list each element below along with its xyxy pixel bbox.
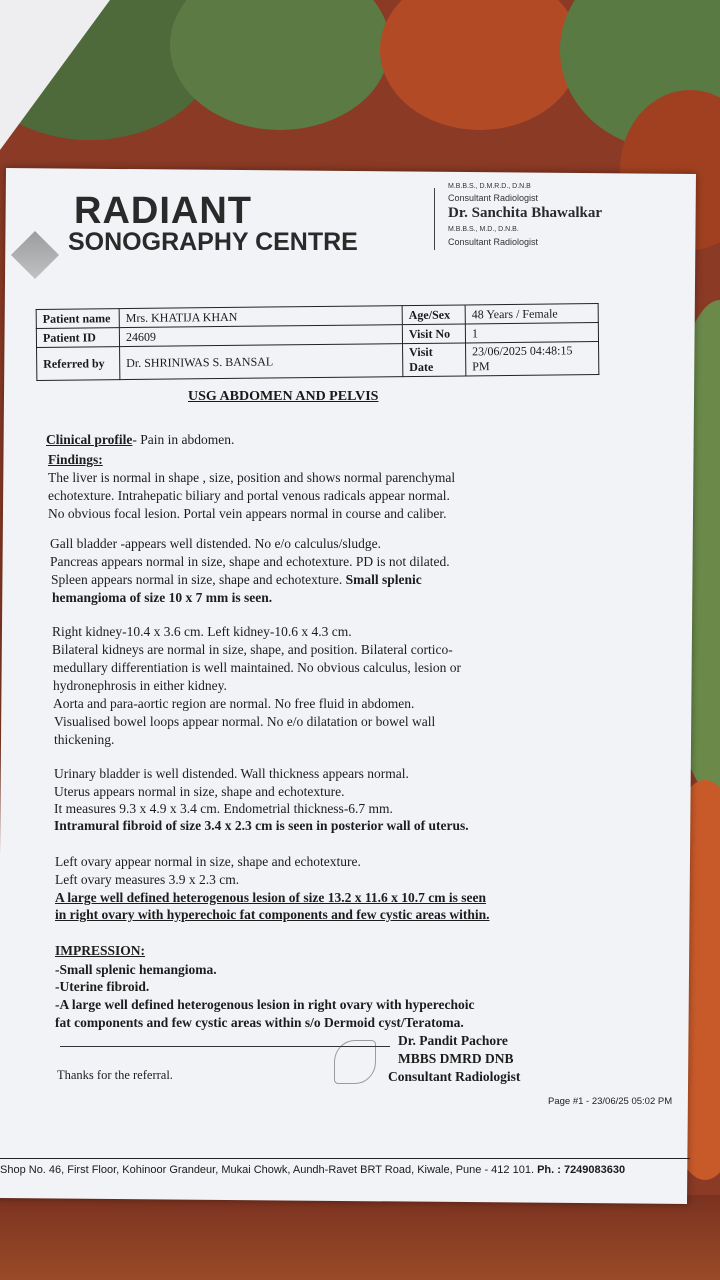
report-line: The liver is normal in shape , size, position and shows normal parenchymal	[48, 470, 456, 485]
spleen-line	[51, 572, 422, 588]
report-title: USG ABDOMEN AND PELVIS	[188, 389, 379, 404]
header-divider	[434, 188, 435, 250]
report-line: It measures 9.3 x 4.9 x 3.4 cm. Endometrial thickness-6.7 mm.	[54, 801, 393, 816]
footer-phone: Ph. : 7249083630	[537, 1164, 626, 1176]
signature-mark	[334, 1040, 376, 1084]
brand-subtitle: SONOGRAPHY CENTRE	[68, 228, 358, 256]
patient-id-label: Patient ID	[36, 328, 119, 348]
visit-no: 1	[465, 323, 598, 343]
clinical-text: - Pain in abdomen.	[132, 432, 235, 447]
visit-no-label: Visit No	[402, 324, 465, 344]
report-line: medullary differentiation is well maintained. No obvious calculus, lesion or	[53, 660, 462, 675]
report-line: hydronephrosis in either kidney.	[53, 678, 227, 693]
impression-item: -A large well defined heterogenous lesion in right ovary with hyperechoic	[55, 997, 475, 1012]
findings-label: Findings:	[48, 452, 103, 467]
footer-address-text: Shop No. 46, First Floor, Kohinoor Grandeur, Mukai Chowk, Aundh-Ravet BRT Road, Kiwale, Pune - 412 101.	[0, 1164, 538, 1176]
page-stamp: Page #1 - 23/06/25 05:02 PM	[548, 1096, 673, 1107]
fibroid-line: Intramural fibroid of size 3.4 x 2.3 cm is seen in posterior wall of uterus.	[54, 818, 469, 833]
doc2-name: Dr. Sanchita Bhawalkar	[448, 205, 603, 221]
fabric-bottom	[0, 1195, 720, 1280]
impression-item: fat components and few cystic areas within s/o Dermoid cyst/Teratoma.	[55, 1015, 464, 1030]
visit-date: 23/06/2025 04:48:15 PM	[466, 342, 599, 376]
doc1-title: Consultant Radiologist	[448, 193, 539, 203]
report-line: Gall bladder -appears well distended. No e/o calculus/sludge.	[50, 536, 382, 551]
ovary-lesion-line: A large well defined heterogenous lesion of size 13.2 x 11.6 x 10.7 cm is seen	[55, 890, 486, 905]
patient-name-label: Patient name	[36, 309, 119, 329]
sign-name: Dr. Pandit Pachore	[398, 1033, 508, 1048]
report-line: Urinary bladder is well distended. Wall thickness appears normal.	[54, 766, 409, 781]
ovary-lesion-line: in right ovary with hyperechoic fat components and few cystic areas within.	[55, 907, 490, 922]
impression-item: -Small splenic hemangioma.	[55, 962, 217, 977]
brand-name: RADIANT	[74, 190, 252, 232]
referred-by-label: Referred by	[37, 347, 120, 381]
clinical-profile	[46, 432, 234, 448]
report-line: No obvious focal lesion. Portal vein appears normal in course and caliber.	[48, 506, 447, 521]
patient-id: 24609	[119, 325, 402, 347]
patient-name: Mrs. KHATIJA KHAN	[119, 306, 402, 328]
age-sex: 48 Years / Female	[465, 304, 598, 324]
report-line: thickening.	[54, 732, 115, 747]
doc2-degree: M.B.B.S., M.D., D.N.B.	[448, 226, 519, 233]
footer-rule	[0, 1158, 690, 1159]
report-line: Uterus appears normal in size, shape and echotexture.	[54, 784, 345, 799]
report-line: echotexture. Intrahepatic biliary and portal venous radicals appear normal.	[48, 488, 450, 503]
impression-label: IMPRESSION:	[55, 943, 146, 958]
thanks-text: Thanks for the referral.	[57, 1068, 173, 1082]
sign-title: Consultant Radiologist	[388, 1069, 521, 1084]
report-line: Left ovary appear normal in size, shape and echotexture.	[55, 854, 361, 869]
footer-address	[0, 1164, 625, 1176]
report-line: Visualised bowel loops appear normal. No e/o dilatation or bowel wall	[54, 714, 436, 729]
report-line: Left ovary measures 3.9 x 2.3 cm.	[55, 872, 240, 887]
report-line: Right kidney-10.4 x 3.6 cm. Left kidney-10.6 x 4.3 cm.	[52, 624, 352, 639]
sign-degree: MBBS DMRD DNB	[398, 1051, 514, 1066]
spleen-text: Spleen appears normal in size, shape and echotexture.	[51, 572, 346, 587]
doc2-title: Consultant Radiologist	[448, 237, 539, 247]
visit-date-label: Visit Date	[403, 343, 466, 377]
impression-item: -Uterine fibroid.	[55, 979, 150, 994]
report-line: Bilateral kidneys are normal in size, shape, and position. Bilateral cortico-	[52, 642, 453, 657]
referred-by: Dr. SHRINIWAS S. BANSAL	[120, 344, 403, 380]
doc1-degree: M.B.B.S., D.M.R.D., D.N.B	[448, 183, 531, 190]
patient-info-table	[36, 303, 600, 381]
report-line: Pancreas appears normal in size, shape and echotexture. PD is not dilated.	[50, 554, 450, 569]
age-label: Age/Sex	[402, 305, 465, 325]
spleen-bold-line: hemangioma of size 10 x 7 mm is seen.	[52, 590, 273, 605]
paper-corner	[0, 0, 110, 150]
spleen-bold: Small splenic	[345, 572, 422, 587]
report-line: Aorta and para-aortic region are normal. No free fluid in abdomen.	[53, 696, 415, 711]
clinical-label: Clinical profile	[46, 432, 133, 447]
